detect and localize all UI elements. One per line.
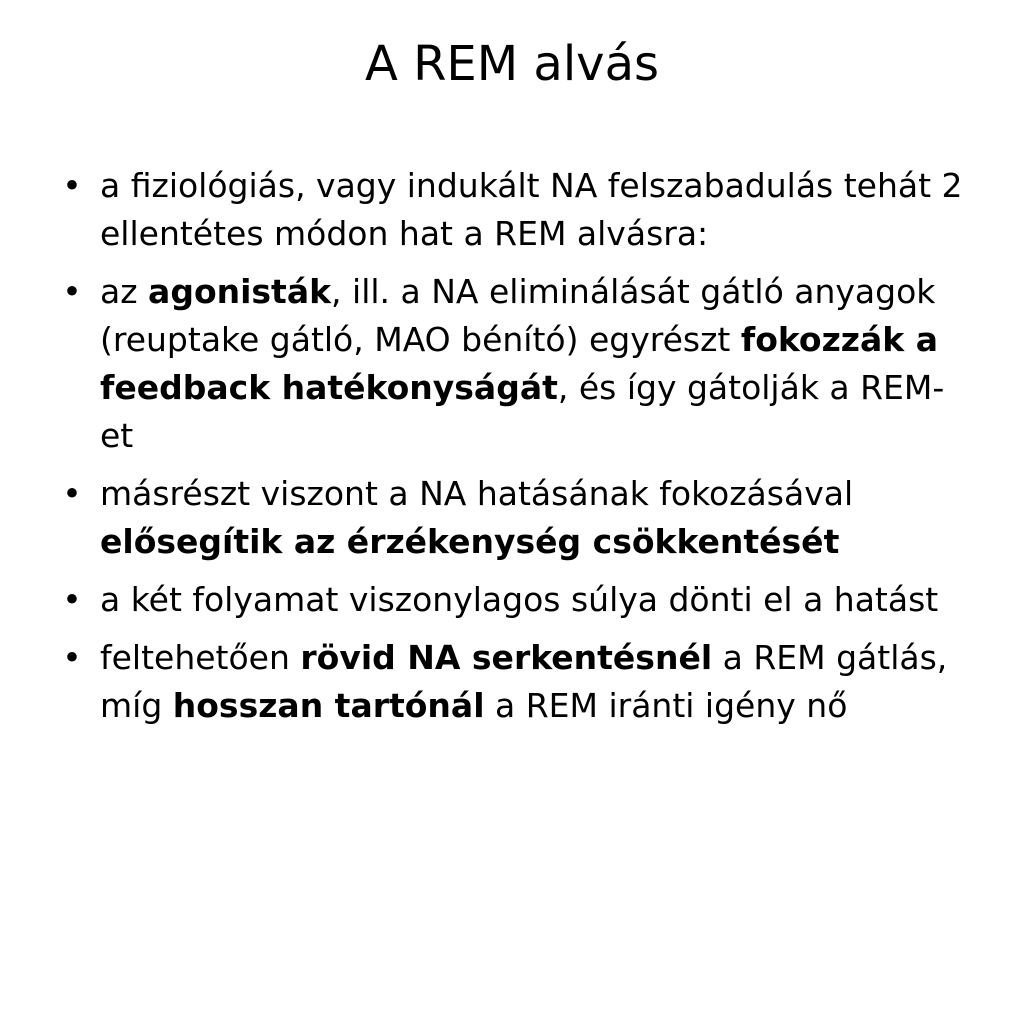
- text-run-bold: agonisták: [148, 272, 332, 311]
- text-run: másrészt viszont a NA hatásának fokozásával: [100, 474, 854, 513]
- bullet-dot-icon: •: [62, 580, 82, 619]
- bullet-list: [56, 162, 976, 740]
- text-run: , ill. a NA eliminálását gátló anyagok (reuptake gátló, MAO bénító) egyrészt: [100, 272, 936, 359]
- text-run: a REM gátlás, míg: [100, 638, 948, 725]
- text-run: az: [100, 272, 149, 311]
- text-run-bold: elősegítik az érzékenység csökkentését: [100, 522, 840, 561]
- bullet-item-2: [56, 268, 976, 460]
- text-run: feltehetően: [100, 638, 301, 677]
- bullet-dot-icon: •: [62, 272, 82, 311]
- text-run: a két folyamat viszonylagos súlya dönti el a hatást: [100, 580, 939, 619]
- bullet-dot-icon: •: [62, 474, 82, 513]
- text-run: a REM iránti igény nő: [484, 686, 848, 725]
- bullet-text: [100, 166, 963, 253]
- bullet-text: [100, 580, 938, 619]
- slide-title: A REM alvás: [364, 36, 660, 92]
- text-run-bold: hosszan tartónál: [172, 686, 485, 725]
- bullet-dot-icon: •: [62, 166, 82, 205]
- bullet-item-1: [56, 162, 976, 258]
- text-run-bold: rövid NA serkentésnél: [300, 638, 713, 677]
- text-run-bold: fokozzák a feedback hatékonyságát: [100, 320, 938, 407]
- text-run: , és így gátolják a REM-et: [100, 368, 945, 455]
- bullet-text: [100, 272, 944, 455]
- bullet-dot-icon: •: [62, 638, 82, 677]
- bullet-item-3: [56, 470, 976, 566]
- bullet-item-4: [56, 576, 976, 624]
- bullet-item-5: [56, 634, 976, 730]
- text-run: a fiziológiás, vagy indukált NA felszabadulás tehát 2 ellentétes módon hat a REM alvásra:: [100, 166, 963, 253]
- bullet-text: [100, 638, 947, 725]
- bullet-text: [100, 474, 853, 561]
